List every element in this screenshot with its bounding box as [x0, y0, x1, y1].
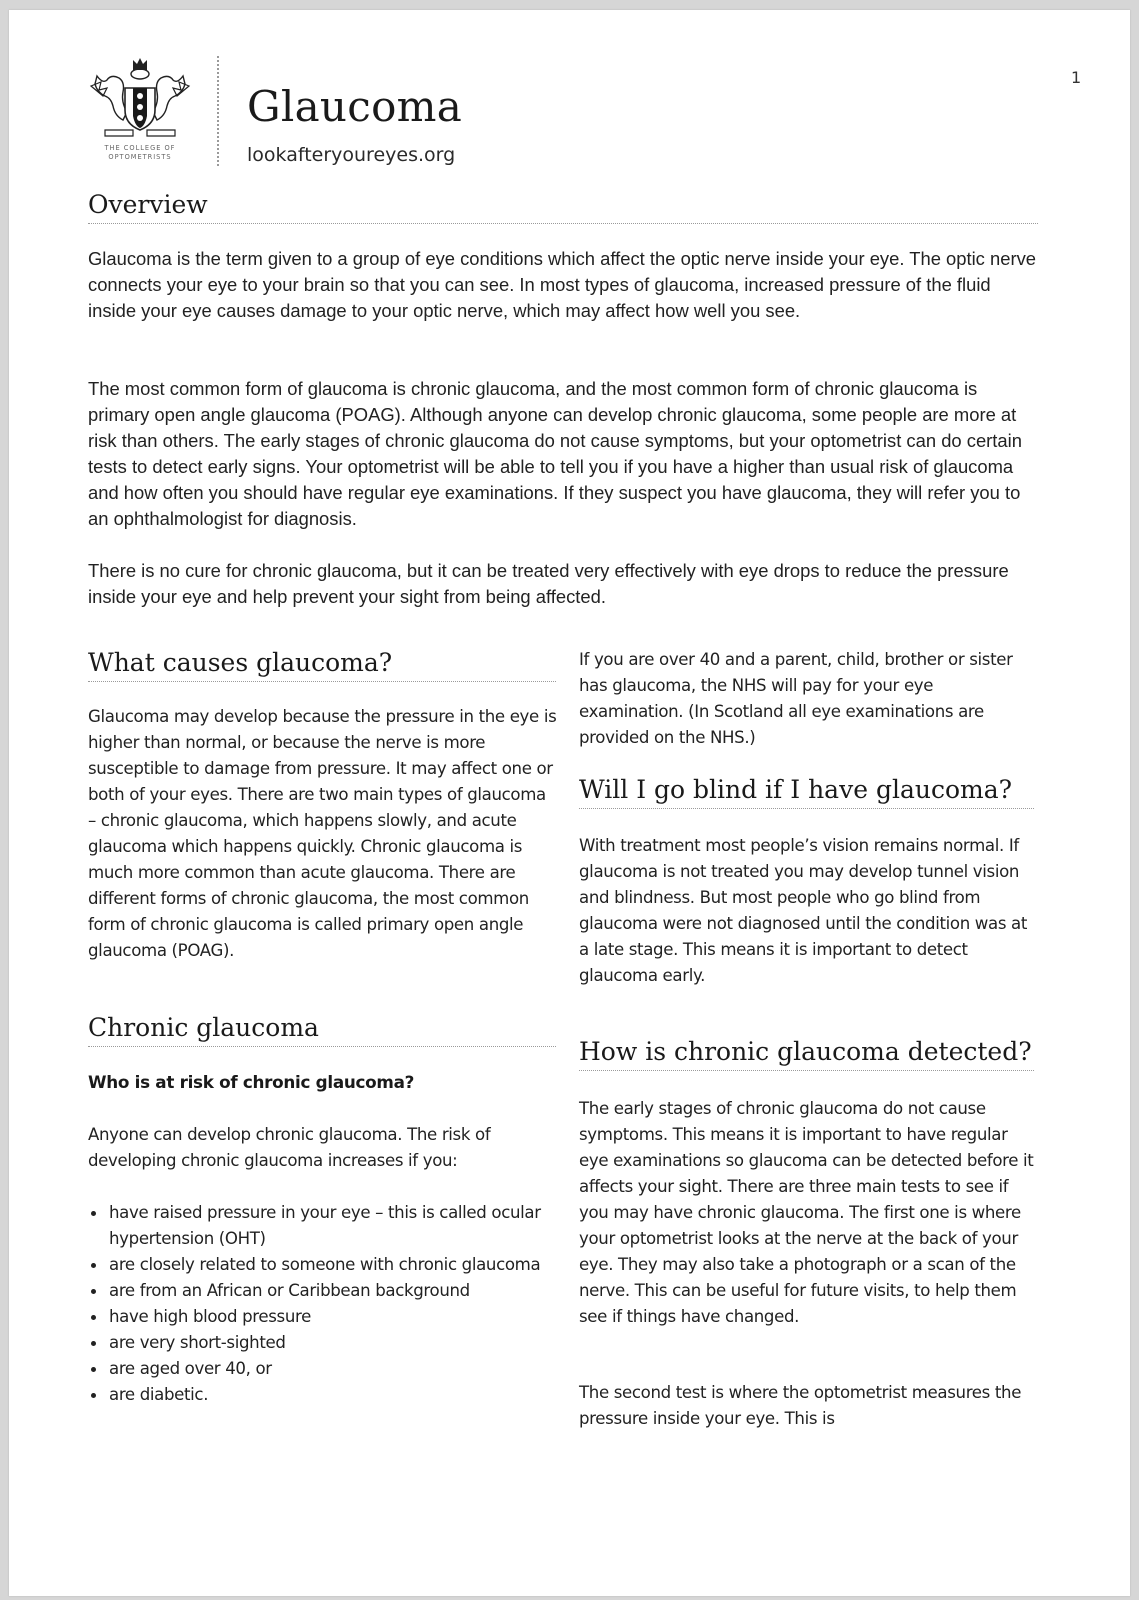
risk-intro: Anyone can develop chronic glaucoma. The risk of developing chronic glaucoma increases if you: [88, 1125, 491, 1170]
risk-factor-item: are closely related to someone with chronic glaucoma [88, 1252, 548, 1278]
document-title: Glaucoma [247, 82, 463, 131]
risk-factor-item: are very short-sighted [88, 1330, 548, 1356]
risk-factor-item: have raised pressure in your eye – this is called ocular hypertension (OHT) [88, 1200, 548, 1252]
header-divider [217, 56, 219, 166]
page-number: 1 [1071, 68, 1082, 87]
overview-heading: Overview [88, 190, 1038, 224]
college-of-optometrists-logo [89, 56, 191, 166]
nhs-note-paragraph: If you are over 40 and a parent, child, brother or sister has glaucoma, the NHS will pay for your eye examination. (In Scotland all eye examinations are provided on the NHS.) [579, 650, 1013, 747]
detection-heading: How is chronic glaucoma detected? [579, 1037, 1034, 1071]
logo-caption-line: OPTOMETRISTS [108, 153, 172, 161]
document-page [9, 10, 1130, 1596]
causes-heading: What causes glaucoma? [88, 648, 556, 682]
overview-paragraph: Glaucoma is the term given to a group of eye conditions which affect the optic nerve inside your eye. The optic nerve connects your eye to your brain so that you can see. In most types of glaucoma, increased pressure of the fluid inside your eye causes damage to your optic nerve, which may affect how well you see. [88, 248, 1036, 321]
logo-caption-line: THE COLLEGE OF [104, 144, 176, 152]
detection-paragraph: The early stages of chronic glaucoma do not cause symptoms. This means it is important to have regular eye examinations so glaucoma can be detected before it affects your sight. There are three main tests to see if you may have chronic glaucoma. The first one is where your optometrist looks at the nerve at the back of your eye. They may also take a photograph or a scan of the nerve. This can be useful for future visits, to help them see if things have changed. [579, 1099, 1034, 1326]
logo-caption [89, 144, 191, 162]
overview-paragraph: There is no cure for chronic glaucoma, but it can be treated very effectively with eye drops to reduce the pressure inside your eye and help prevent your sight from being affected. [88, 560, 1009, 607]
chronic-glaucoma-heading: Chronic glaucoma [88, 1013, 556, 1047]
risk-factor-item: are diabetic. [88, 1382, 548, 1408]
go-blind-paragraph: With treatment most people’s vision remains normal. If glaucoma is not treated you may develop tunnel vision and blindness. But most people who go blind from glaucoma were not diagnosed until the condition was at a late stage. This means it is important to detect glaucoma early. [579, 836, 1028, 985]
risk-subheading: Who is at risk of chronic glaucoma? [88, 1072, 415, 1092]
coat-of-arms-icon [89, 56, 191, 142]
overview-paragraph: The most common form of glaucoma is chronic glaucoma, and the most common form of chronic glaucoma is primary open angle glaucoma (POAG). Although anyone can develop chronic glaucoma, some people are more at risk than others. The early stages of chronic glaucoma do not cause symptoms, but your optometrist can do certain tests to detect early signs. Your optometrist will be able to tell you if you have a higher than usual risk of glaucoma and how often you should have regular eye examinations. If they suspect you have glaucoma, they will refer you to an ophthalmologist for diagnosis. [88, 378, 1022, 529]
risk-factor-item: are aged over 40, or [88, 1356, 548, 1382]
detection-paragraph: The second test is where the optometrist measures the pressure inside your eye. This is [579, 1383, 1022, 1428]
risk-factor-item: are from an African or Caribbean background [88, 1278, 548, 1304]
causes-paragraph: Glaucoma may develop because the pressure in the eye is higher than normal, or because the nerve is more susceptible to damage from pressure. It may affect one or both of your eyes. There are two main types of glaucoma – chronic glaucoma, which happens slowly, and acute glaucoma which happens quickly. Chronic glaucoma is much more common than acute glaucoma. There are different forms of chronic glaucoma, the most common form of chronic glaucoma is called primary open angle glaucoma (POAG). [88, 707, 557, 960]
go-blind-heading: Will I go blind if I have glaucoma? [579, 775, 1034, 809]
risk-factor-list [88, 1200, 548, 1408]
website-url: lookafteryoureyes.org [247, 144, 456, 166]
risk-factor-item: have high blood pressure [88, 1304, 548, 1330]
